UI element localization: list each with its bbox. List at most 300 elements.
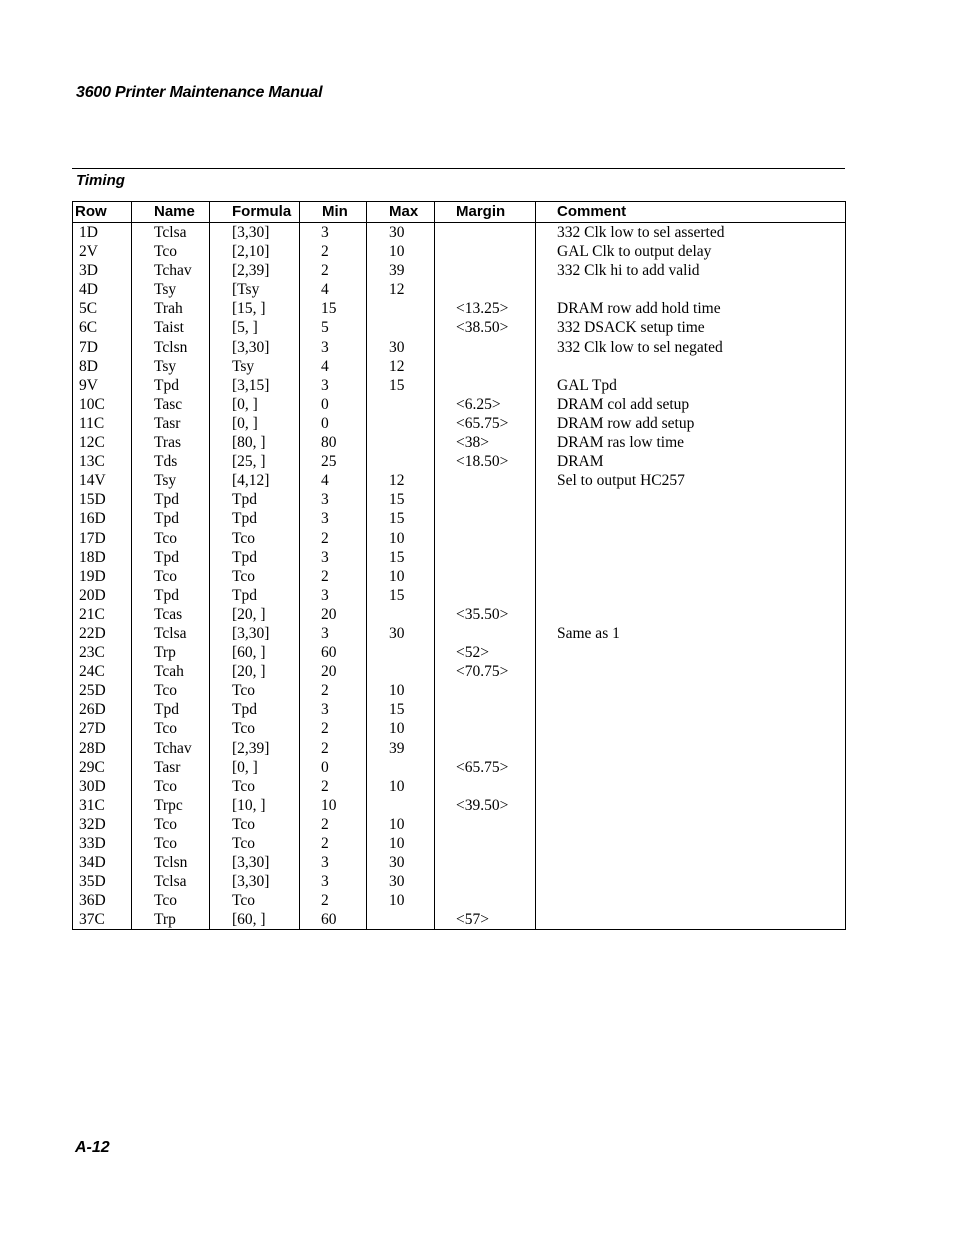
- table-row: [73, 643, 846, 662]
- cell-max: 15: [367, 376, 435, 395]
- cell-min: 3: [300, 700, 367, 719]
- cell-min: 3: [300, 509, 367, 528]
- cell-row: 24C: [79, 663, 105, 681]
- cell-formula: [0, ]: [210, 414, 300, 433]
- cell-name: Tasr: [132, 758, 210, 777]
- cell-max: 39: [367, 261, 435, 280]
- cell-name: Tco: [132, 815, 210, 834]
- cell-row: 3D: [79, 262, 98, 280]
- cell-formula: [2,10]: [210, 242, 300, 261]
- table-row: [73, 529, 846, 548]
- cell-min: 2: [300, 242, 367, 261]
- table-header-row: [73, 202, 846, 223]
- cell-row: 27D: [79, 720, 106, 738]
- cell-row: 23C: [79, 644, 105, 662]
- cell-max: [367, 395, 435, 414]
- cell-min: 2: [300, 891, 367, 910]
- cell-max: 30: [367, 338, 435, 357]
- cell-formula: Tco: [210, 834, 300, 853]
- cell-name: Tasr: [132, 414, 210, 433]
- cell-min: 10: [300, 796, 367, 815]
- cell-margin: <39.50>: [435, 796, 536, 815]
- cell-name: Trp: [132, 910, 210, 930]
- column-header-min: Min: [300, 202, 367, 223]
- cell-max: [367, 414, 435, 433]
- cell-max: 10: [367, 681, 435, 700]
- cell-formula: Tco: [210, 719, 300, 738]
- cell-name: Tasc: [132, 395, 210, 414]
- cell-row: 20D: [79, 586, 106, 604]
- cell-max: [367, 433, 435, 452]
- cell-formula: [3,30]: [210, 338, 300, 357]
- cell-name: Trah: [132, 299, 210, 318]
- cell-name: Tclsn: [132, 338, 210, 357]
- cell-margin: [435, 242, 536, 261]
- cell-name: Tclsa: [132, 872, 210, 891]
- table-row: [73, 452, 846, 471]
- cell-formula: Tco: [210, 815, 300, 834]
- table-row: [73, 796, 846, 815]
- cell-formula: [3,30]: [210, 872, 300, 891]
- cell-max: 15: [367, 700, 435, 719]
- cell-comment: [536, 548, 846, 567]
- cell-comment: GAL Clk to output delay: [536, 242, 846, 261]
- cell-row: 33D: [79, 835, 106, 852]
- cell-comment: DRAM col add setup: [536, 395, 846, 414]
- cell-name: Tds: [132, 452, 210, 471]
- cell-row: 14V: [79, 472, 106, 490]
- cell-formula: [5, ]: [210, 318, 300, 337]
- cell-margin: [435, 815, 536, 834]
- table-row: [73, 815, 846, 834]
- cell-margin: <35.50>: [435, 605, 536, 624]
- cell-min: 15: [300, 299, 367, 318]
- cell-comment: [536, 280, 846, 299]
- table-row: [73, 681, 846, 700]
- cell-margin: [435, 223, 536, 243]
- cell-formula: [80, ]: [210, 433, 300, 452]
- cell-margin: <52>: [435, 643, 536, 662]
- cell-max: 12: [367, 471, 435, 490]
- table-row: [73, 739, 846, 758]
- cell-min: 3: [300, 586, 367, 605]
- cell-comment: DRAM ras low time: [536, 433, 846, 452]
- cell-min: 0: [300, 395, 367, 414]
- cell-name: Tsy: [132, 280, 210, 299]
- cell-min: 3: [300, 338, 367, 357]
- cell-margin: [435, 624, 536, 643]
- table-row: [73, 414, 846, 433]
- cell-row: 26D: [79, 701, 106, 719]
- cell-name: Tpd: [132, 586, 210, 605]
- cell-row: 34D: [79, 854, 106, 872]
- cell-min: 2: [300, 681, 367, 700]
- cell-row: 15D: [79, 491, 106, 509]
- running-header: 3600 Printer Maintenance Manual: [76, 84, 323, 101]
- cell-min: 3: [300, 376, 367, 395]
- cell-formula: [60, ]: [210, 910, 300, 930]
- cell-row: 17D: [79, 529, 106, 547]
- cell-formula: [3,15]: [210, 376, 300, 395]
- cell-formula: [20, ]: [210, 662, 300, 681]
- table-row: [73, 567, 846, 586]
- cell-margin: [435, 357, 536, 376]
- cell-min: 4: [300, 471, 367, 490]
- cell-comment: [536, 719, 846, 738]
- cell-max: 10: [367, 529, 435, 548]
- cell-row: 6C: [79, 319, 98, 337]
- cell-margin: <65.75>: [435, 414, 536, 433]
- column-header-row: Row: [73, 202, 132, 223]
- cell-max: 10: [367, 834, 435, 853]
- cell-comment: 332 Clk low to sel asserted: [536, 223, 846, 243]
- cell-comment: [536, 357, 846, 376]
- cell-max: [367, 910, 435, 930]
- cell-margin: [435, 261, 536, 280]
- cell-formula: [15, ]: [210, 299, 300, 318]
- cell-max: 30: [367, 853, 435, 872]
- cell-max: [367, 643, 435, 662]
- cell-formula: Tpd: [210, 700, 300, 719]
- cell-margin: [435, 681, 536, 700]
- cell-margin: <65.75>: [435, 758, 536, 777]
- table-row: [73, 872, 846, 891]
- cell-comment: [536, 605, 846, 624]
- cell-row: 16D: [79, 510, 106, 528]
- cell-margin: [435, 739, 536, 758]
- cell-name: Tpd: [132, 376, 210, 395]
- cell-formula: Tco: [210, 681, 300, 700]
- cell-formula: [20, ]: [210, 605, 300, 624]
- cell-comment: [536, 853, 846, 872]
- cell-margin: [435, 471, 536, 490]
- cell-name: Tco: [132, 777, 210, 796]
- cell-max: 30: [367, 872, 435, 891]
- cell-formula: Tpd: [210, 548, 300, 567]
- cell-max: 30: [367, 223, 435, 243]
- cell-formula: Tpd: [210, 509, 300, 528]
- column-header-comment: Comment: [536, 202, 846, 223]
- cell-name: Tco: [132, 567, 210, 586]
- table-row: [73, 700, 846, 719]
- cell-comment: DRAM row add setup: [536, 414, 846, 433]
- cell-min: 2: [300, 719, 367, 738]
- cell-name: Tclsa: [132, 223, 210, 243]
- cell-row: 30D: [79, 777, 106, 795]
- cell-row: 9V: [79, 376, 98, 394]
- cell-min: 3: [300, 853, 367, 872]
- cell-max: 15: [367, 509, 435, 528]
- cell-formula: Tpd: [210, 490, 300, 509]
- cell-row: 11C: [79, 414, 105, 432]
- table-row: [73, 376, 846, 395]
- cell-min: 0: [300, 414, 367, 433]
- table-row: [73, 318, 846, 337]
- cell-min: 5: [300, 318, 367, 337]
- cell-row: 13C: [79, 453, 105, 471]
- cell-max: 10: [367, 777, 435, 796]
- table-row: [73, 223, 846, 243]
- cell-comment: DRAM row add hold time: [536, 299, 846, 318]
- column-header-max: Max: [367, 202, 435, 223]
- cell-max: 10: [367, 719, 435, 738]
- cell-min: 80: [300, 433, 367, 452]
- cell-name: Tsy: [132, 471, 210, 490]
- cell-name: Tclsn: [132, 853, 210, 872]
- cell-row: 25D: [79, 682, 106, 700]
- cell-name: Taist: [132, 318, 210, 337]
- cell-row: 22D: [79, 624, 106, 642]
- header-rule: [72, 168, 845, 169]
- cell-comment: [536, 586, 846, 605]
- column-header-margin: Margin: [435, 202, 536, 223]
- cell-formula: [3,30]: [210, 853, 300, 872]
- table-row: [73, 490, 846, 509]
- cell-min: 2: [300, 834, 367, 853]
- cell-comment: [536, 643, 846, 662]
- cell-min: 2: [300, 815, 367, 834]
- cell-margin: [435, 853, 536, 872]
- table-row: [73, 853, 846, 872]
- cell-margin: [435, 338, 536, 357]
- cell-row: 35D: [79, 873, 106, 891]
- cell-comment: [536, 509, 846, 528]
- cell-row: 29C: [79, 758, 105, 776]
- cell-row: 7D: [79, 338, 98, 356]
- cell-comment: [536, 777, 846, 796]
- cell-margin: <57>: [435, 910, 536, 930]
- cell-comment: [536, 490, 846, 509]
- cell-row: 8D: [79, 357, 98, 375]
- cell-min: 25: [300, 452, 367, 471]
- cell-margin: <18.50>: [435, 452, 536, 471]
- cell-comment: [536, 910, 846, 930]
- cell-margin: [435, 280, 536, 299]
- cell-formula: Tco: [210, 567, 300, 586]
- cell-name: Tclsa: [132, 624, 210, 643]
- table-row: [73, 548, 846, 567]
- cell-max: 15: [367, 548, 435, 567]
- cell-row: 21C: [79, 605, 105, 623]
- cell-comment: [536, 529, 846, 548]
- cell-margin: [435, 834, 536, 853]
- column-header-name: Name: [132, 202, 210, 223]
- cell-name: Tpd: [132, 548, 210, 567]
- cell-min: 3: [300, 872, 367, 891]
- cell-name: Tpd: [132, 490, 210, 509]
- cell-min: 4: [300, 280, 367, 299]
- cell-name: Tco: [132, 242, 210, 261]
- table-row: [73, 433, 846, 452]
- cell-max: [367, 452, 435, 471]
- cell-name: Tco: [132, 834, 210, 853]
- table-row: [73, 910, 846, 930]
- cell-name: Tsy: [132, 357, 210, 376]
- table-row: [73, 891, 846, 910]
- cell-min: 0: [300, 758, 367, 777]
- cell-name: Tcah: [132, 662, 210, 681]
- cell-margin: [435, 719, 536, 738]
- cell-row: 12C: [79, 434, 105, 452]
- table-row: [73, 719, 846, 738]
- table-row: [73, 471, 846, 490]
- cell-min: 4: [300, 357, 367, 376]
- cell-min: 2: [300, 567, 367, 586]
- cell-max: 15: [367, 586, 435, 605]
- cell-formula: Tco: [210, 777, 300, 796]
- cell-formula: [60, ]: [210, 643, 300, 662]
- cell-comment: [536, 567, 846, 586]
- cell-margin: [435, 872, 536, 891]
- cell-row: 36D: [79, 892, 106, 910]
- table-row: [73, 338, 846, 357]
- table-row: [73, 357, 846, 376]
- cell-formula: Tco: [210, 529, 300, 548]
- cell-formula: [10, ]: [210, 796, 300, 815]
- cell-margin: [435, 586, 536, 605]
- cell-comment: [536, 815, 846, 834]
- cell-comment: [536, 739, 846, 758]
- cell-max: 12: [367, 280, 435, 299]
- cell-min: 20: [300, 662, 367, 681]
- cell-min: 2: [300, 739, 367, 758]
- cell-margin: [435, 777, 536, 796]
- cell-comment: [536, 662, 846, 681]
- cell-name: Trpc: [132, 796, 210, 815]
- cell-max: [367, 318, 435, 337]
- cell-min: 60: [300, 643, 367, 662]
- cell-comment: [536, 700, 846, 719]
- cell-max: 10: [367, 815, 435, 834]
- cell-formula: [0, ]: [210, 395, 300, 414]
- cell-max: [367, 662, 435, 681]
- table-row: [73, 586, 846, 605]
- cell-margin: <6.25>: [435, 395, 536, 414]
- cell-formula: Tpd: [210, 586, 300, 605]
- cell-comment: [536, 681, 846, 700]
- cell-row: 1D: [79, 224, 98, 241]
- cell-name: Tras: [132, 433, 210, 452]
- cell-row: 18D: [79, 548, 106, 566]
- cell-comment: Sel to output HC257: [536, 471, 846, 490]
- timing-table: [72, 201, 846, 930]
- cell-margin: <70.75>: [435, 662, 536, 681]
- cell-name: Tpd: [132, 700, 210, 719]
- cell-row: 32D: [79, 815, 106, 833]
- cell-comment: Same as 1: [536, 624, 846, 643]
- cell-max: [367, 299, 435, 318]
- cell-min: 2: [300, 261, 367, 280]
- cell-max: 15: [367, 490, 435, 509]
- cell-comment: GAL Tpd: [536, 376, 846, 395]
- cell-row: 4D: [79, 281, 98, 299]
- cell-margin: [435, 700, 536, 719]
- cell-row: 19D: [79, 567, 106, 585]
- cell-row: 10C: [79, 395, 105, 413]
- cell-max: [367, 605, 435, 624]
- cell-formula: [Tsy: [210, 280, 300, 299]
- cell-name: Tchav: [132, 261, 210, 280]
- table-row: [73, 509, 846, 528]
- cell-comment: [536, 758, 846, 777]
- cell-max: [367, 796, 435, 815]
- cell-formula: [2,39]: [210, 261, 300, 280]
- cell-margin: [435, 567, 536, 586]
- table-row: [73, 777, 846, 796]
- cell-name: Tco: [132, 891, 210, 910]
- section-title: Timing: [76, 172, 125, 189]
- cell-comment: DRAM: [536, 452, 846, 471]
- cell-comment: 332 Clk hi to add valid: [536, 261, 846, 280]
- cell-name: Tco: [132, 681, 210, 700]
- cell-formula: [25, ]: [210, 452, 300, 471]
- cell-min: 20: [300, 605, 367, 624]
- timing-table-body: [73, 223, 846, 930]
- cell-min: 2: [300, 529, 367, 548]
- cell-row: 2V: [79, 243, 98, 261]
- cell-comment: [536, 872, 846, 891]
- cell-formula: [2,39]: [210, 739, 300, 758]
- cell-formula: [3,30]: [210, 624, 300, 643]
- cell-name: Tchav: [132, 739, 210, 758]
- cell-formula: [4,12]: [210, 471, 300, 490]
- cell-row: 5C: [79, 300, 98, 318]
- cell-min: 3: [300, 223, 367, 243]
- cell-formula: [0, ]: [210, 758, 300, 777]
- cell-min: 60: [300, 910, 367, 930]
- cell-margin: <38.50>: [435, 318, 536, 337]
- cell-min: 2: [300, 777, 367, 796]
- cell-min: 3: [300, 624, 367, 643]
- cell-margin: [435, 490, 536, 509]
- cell-comment: [536, 834, 846, 853]
- cell-max: 39: [367, 739, 435, 758]
- table-row: [73, 261, 846, 280]
- cell-max: 10: [367, 567, 435, 586]
- table-row: [73, 280, 846, 299]
- table-row: [73, 242, 846, 261]
- cell-row: 28D: [79, 739, 106, 757]
- cell-name: Tcas: [132, 605, 210, 624]
- cell-formula: Tco: [210, 891, 300, 910]
- cell-min: 3: [300, 490, 367, 509]
- cell-max: 12: [367, 357, 435, 376]
- cell-max: [367, 758, 435, 777]
- cell-name: Tco: [132, 529, 210, 548]
- cell-max: 10: [367, 242, 435, 261]
- cell-margin: [435, 509, 536, 528]
- table-row: [73, 758, 846, 777]
- page-number: A-12: [75, 1139, 110, 1156]
- cell-row: 37C: [79, 911, 105, 929]
- cell-margin: <38>: [435, 433, 536, 452]
- table-row: [73, 395, 846, 414]
- cell-comment: [536, 796, 846, 815]
- cell-formula: Tsy: [210, 357, 300, 376]
- cell-row: 31C: [79, 796, 105, 814]
- table-row: [73, 624, 846, 643]
- cell-formula: [3,30]: [210, 223, 300, 243]
- cell-name: Tco: [132, 719, 210, 738]
- table-row: [73, 299, 846, 318]
- column-header-formula: Formula: [210, 202, 300, 223]
- cell-max: 10: [367, 891, 435, 910]
- cell-name: Tpd: [132, 509, 210, 528]
- cell-min: 3: [300, 548, 367, 567]
- cell-comment: 332 Clk low to sel negated: [536, 338, 846, 357]
- cell-margin: <13.25>: [435, 299, 536, 318]
- cell-max: 30: [367, 624, 435, 643]
